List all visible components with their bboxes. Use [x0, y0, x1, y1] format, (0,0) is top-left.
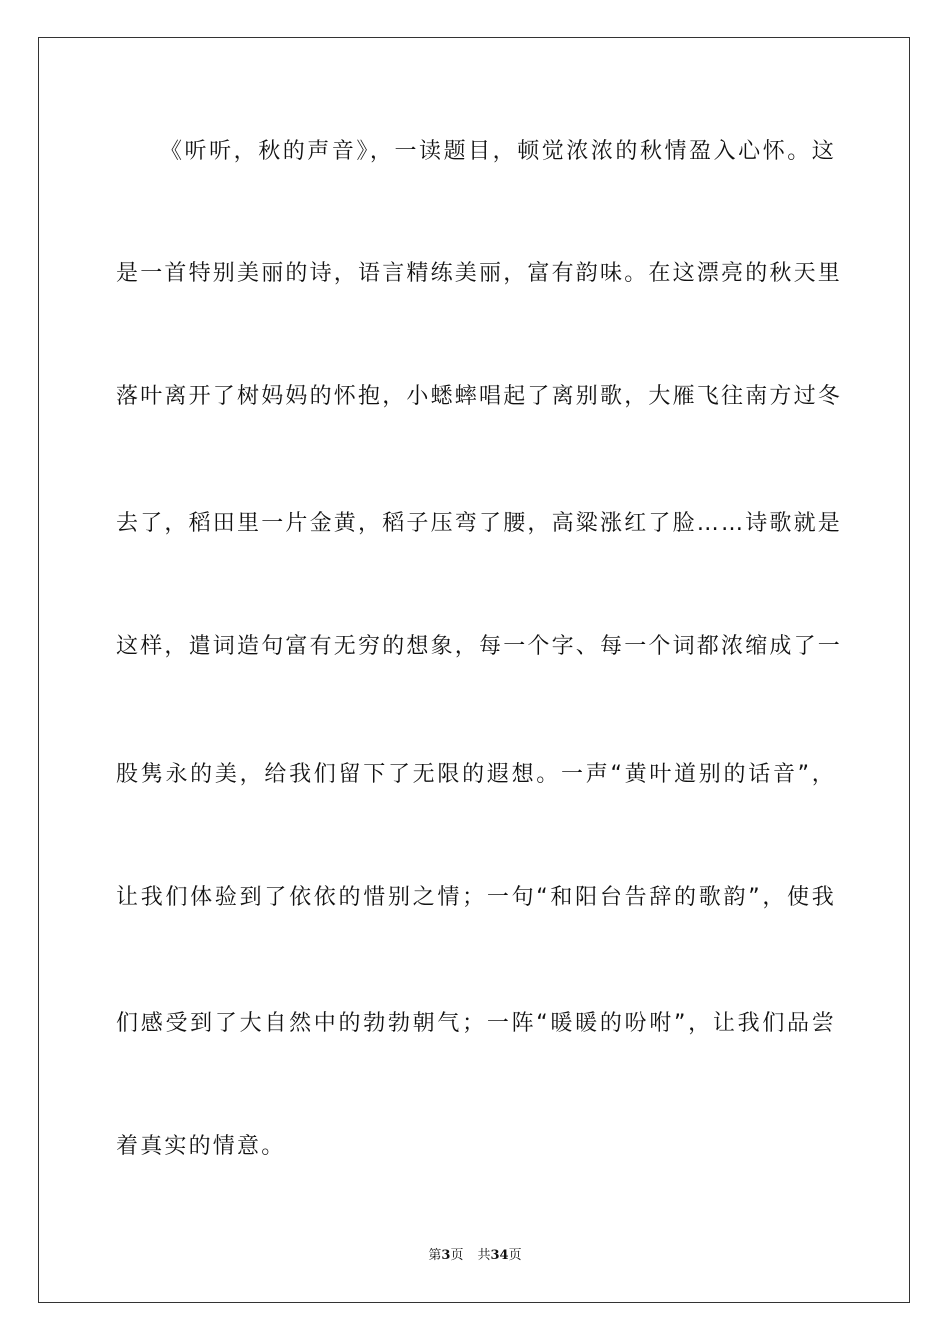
total-suffix: 页 [508, 1248, 522, 1263]
page-number: 3 [441, 1248, 451, 1263]
paragraph-line-5: 这样，遣词造句富有无穷的想象，每一个字、每一个词都浓缩成了一 [116, 634, 843, 659]
paragraph-line-4: 去了，稻田里一片金黄，稻子压弯了腰，高粱涨红了脸……诗歌就是 [116, 511, 843, 536]
paragraph-line-3: 落叶离开了树妈妈的怀抱，小蟋蟀唱起了离别歌，大雁飞往南方过冬 [116, 384, 843, 409]
page-footer [0, 1246, 950, 1266]
page-suffix: 页 [450, 1248, 464, 1263]
paragraph-line-8: 们感受到了大自然中的勃勃朝气；一阵“暖暖的吩咐”，让我们品尝 [116, 1011, 836, 1036]
total-prefix: 共 [477, 1248, 491, 1263]
page-border [38, 37, 910, 1303]
paragraph-line-7: 让我们体验到了依依的惜别之情；一句“和阳台告辞的歌韵”，使我 [116, 885, 836, 910]
page-prefix: 第 [428, 1248, 442, 1263]
paragraph-line-1: 《听听，秋的声音》，一读题目，顿觉浓浓的秋情盈入心怀。这 [160, 139, 836, 164]
paragraph-line-6: 股隽永的美，给我们留下了无限的遐想。一声“黄叶道别的话音”， [116, 762, 836, 787]
paragraph-line-9: 着真实的情意。 [116, 1134, 286, 1159]
paragraph-line-2: 是一首特别美丽的诗，语言精练美丽，富有韵味。在这漂亮的秋天里 [116, 261, 843, 286]
total-pages: 34 [490, 1248, 509, 1263]
